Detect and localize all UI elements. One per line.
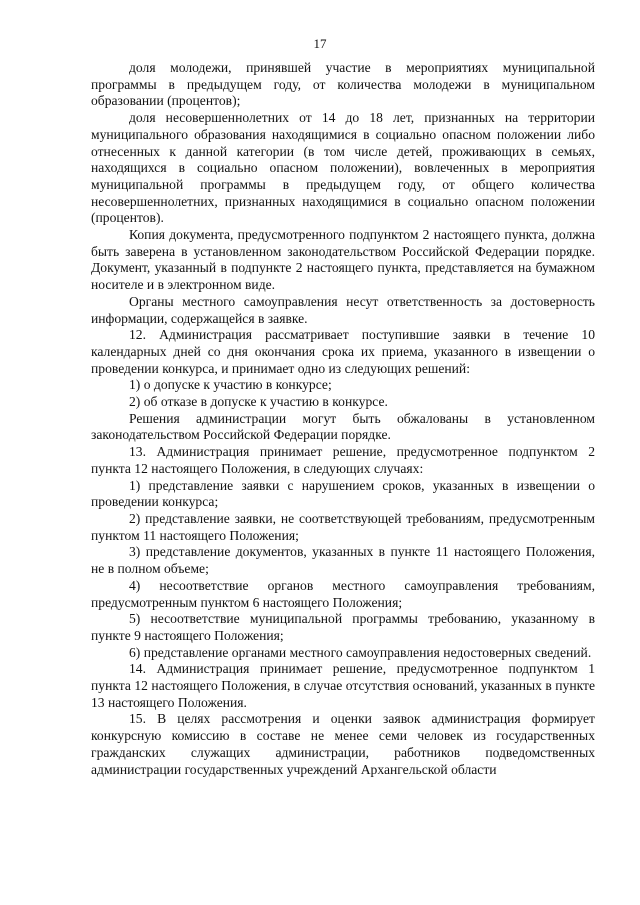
document-body	[91, 60, 595, 778]
paragraph-item-13-5: 5) несоответствие муниципальной программы требованию, указанному в пункте 9 настоящего Положения;	[91, 611, 595, 643]
page-number: 17	[313, 36, 327, 51]
paragraph-item-13: 13. Администрация принимает решение, предусмотренное подпунктом 2 пункта 12 настоящего Положения, в следующих случаях:	[91, 444, 595, 476]
paragraph-item-12-1: 1) о допуске к участию в конкурсе;	[129, 377, 332, 393]
paragraph-appeal: Решения администрации могут быть обжалованы в установленном законодательством Российской Федерации порядке.	[91, 410, 595, 443]
paragraph-item-13-1: 1) представление заявки с нарушением сроков, указанных в извещении о проведении конкурса;	[91, 477, 595, 510]
paragraph-minors-share: доля несовершеннолетних от 14 до 18 лет, признанных на территории муниципального образования находящимися в социально опасном положении либо отнесенных к данной категории (в том числе детей, проживающих в семьях, находящихся в социально опасном положении), вовлеченных в мероприятия муниципальной программы в предыдущем году, от общего количества несовершеннолетних, признанных находящимися в социально опасном положении (процентов).	[91, 110, 595, 226]
paragraph-item-12: 12. Администрация рассматривает поступившие заявки в течение 10 календарных дней со дня окончания срока их приема, указанного в извещении о проведении конкурса, и принимает одно из следующих решений:	[91, 327, 595, 376]
paragraph-item-15: 15. В целях рассмотрения и оценки заявок администрация формирует конкурсную комиссию в составе не менее семи человек из государственных гражданских служащих администрации, работников подведомственных администрации государственных учреждений Архангельской области	[91, 711, 595, 777]
paragraph-item-13-2: 2) представление заявки, не соответствующей требованиям, предусмотренным пунктом 11 настоящего Положения;	[91, 510, 595, 543]
paragraph-youth-share: доля молодежи, принявшей участие в мероприятиях муниципальной программы в предыдущем году, от количества молодежи в муниципальном образовании (процентов);	[91, 60, 595, 109]
paragraph-item-12-2: 2) об отказе в допуске к участию в конкурсе.	[129, 394, 388, 410]
paragraph-item-14: 14. Администрация принимает решение, предусмотренное подпунктом 1 пункта 12 настоящего Положения, в случае отсутствия оснований, указанных в пункте 13 настоящего Положения.	[91, 661, 595, 710]
paragraph-item-13-6: 6) представление органами местного самоуправления недостоверных сведений.	[129, 644, 592, 660]
paragraph-item-13-3: 3) представление документов, указанных в пункте 11 настоящего Положения, не в полном объеме;	[91, 544, 595, 577]
paragraph-responsibility: Органы местного самоуправления несут ответственность за достоверность информации, содержащейся в заявке.	[91, 293, 595, 326]
paragraph-document-copy: Копия документа, предусмотренного подпунктом 2 настоящего пункта, должна быть заверена в установленном законодательством Российской Федерации порядке. Документ, указанный в подпункте 2 настоящего пункта, представляется на бумажном носителе и в электронном виде.	[91, 227, 595, 293]
paragraph-item-13-4: 4) несоответствие органов местного самоуправления требованиям, предусмотренным пунктом 6 настоящего Положения;	[91, 577, 595, 610]
